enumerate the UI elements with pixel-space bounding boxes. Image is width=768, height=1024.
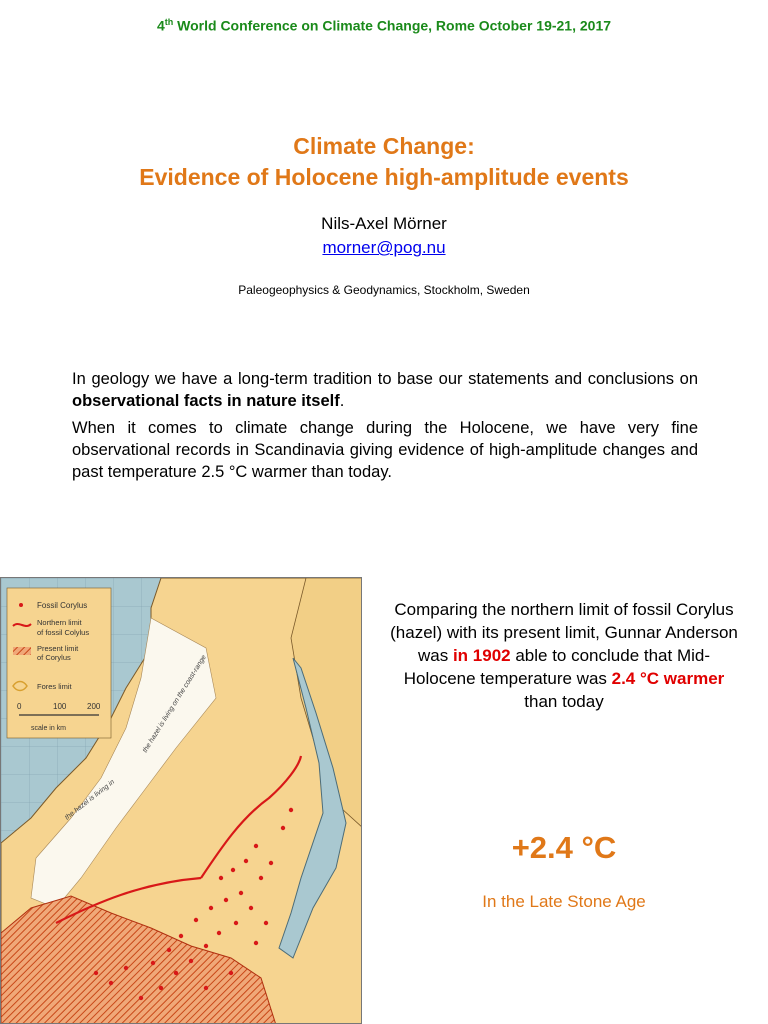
map-annotation-hazel: the hazel is living in xyxy=(63,778,117,822)
scale-unit-label: scale in km xyxy=(31,725,67,732)
title-line-1: Climate Change: xyxy=(293,133,475,159)
map-caption xyxy=(388,598,740,713)
intro-paragraph-1 xyxy=(72,368,698,412)
intro-p1-end: . xyxy=(339,392,345,410)
legend-forest-label: Fores limit xyxy=(37,682,72,691)
caption-text-1: Comparing the northern limit of fossil Corylus (hazel) with its present limit, Gunnar Anderson was xyxy=(390,600,738,665)
caption-text-2: able to conclude that Mid-Holocene temperature was xyxy=(403,646,711,688)
conference-number-suffix: th xyxy=(164,17,174,27)
conference-header xyxy=(0,17,768,34)
fossil-dot-legend-icon xyxy=(19,603,23,607)
intro-text xyxy=(72,368,698,488)
temperature-highlight: +2.4 °C xyxy=(511,830,617,865)
hatch-legend-icon xyxy=(13,647,31,655)
scale-label-0: 0 xyxy=(17,702,22,711)
legend-present-label-2: of Corylus xyxy=(37,653,71,662)
legend-northern-label-2: of fossil Colylus xyxy=(37,628,90,637)
intro-p1-emphasis: observational facts in nature itself xyxy=(72,392,340,410)
intro-p1-text: In geology we have a long-term tradition to base our statements and conclusions on xyxy=(72,370,698,388)
map-graphic xyxy=(1,578,362,1024)
page-title xyxy=(0,131,768,193)
scale-label-100: 100 xyxy=(53,702,67,711)
author-name: Nils-Axel Mörner xyxy=(321,214,447,233)
author-email-link[interactable]: morner@pog.nu xyxy=(322,238,446,257)
conference-name: World Conference on Climate Change, Rome October 19-21, 2017 xyxy=(173,17,612,34)
scandinavia-corylus-map xyxy=(0,577,362,1024)
author-affiliation: Paleogeophysics & Geodynamics, Stockholm, Sweden xyxy=(238,283,530,297)
title-line-2: Evidence of Holocene high-amplitude events xyxy=(139,164,629,190)
conference-number: 4 xyxy=(156,17,165,34)
scale-label-200: 200 xyxy=(87,702,101,711)
legend-present-label-1: Present limit xyxy=(37,644,79,653)
intro-paragraph-2: When it comes to climate change during the Holocene, we have very fine observational records in Scandinavia giving evidence of high-amplitude changes and past temperature 2.5 °C warmer than today. xyxy=(72,419,698,481)
map-annotation-coast: the hazel is living on the coast-range xyxy=(141,653,208,755)
caption-highlight-year: in 1902 xyxy=(452,646,511,665)
caption-text-3: than today xyxy=(524,692,604,711)
legend-fossil-label: Fossil Corylus xyxy=(37,601,88,610)
temperature-subtitle: In the Late Stone Age xyxy=(482,892,646,911)
legend-northern-label-1: Northern limit xyxy=(37,618,82,627)
caption-highlight-warmer: 2.4 °C warmer xyxy=(611,669,725,688)
